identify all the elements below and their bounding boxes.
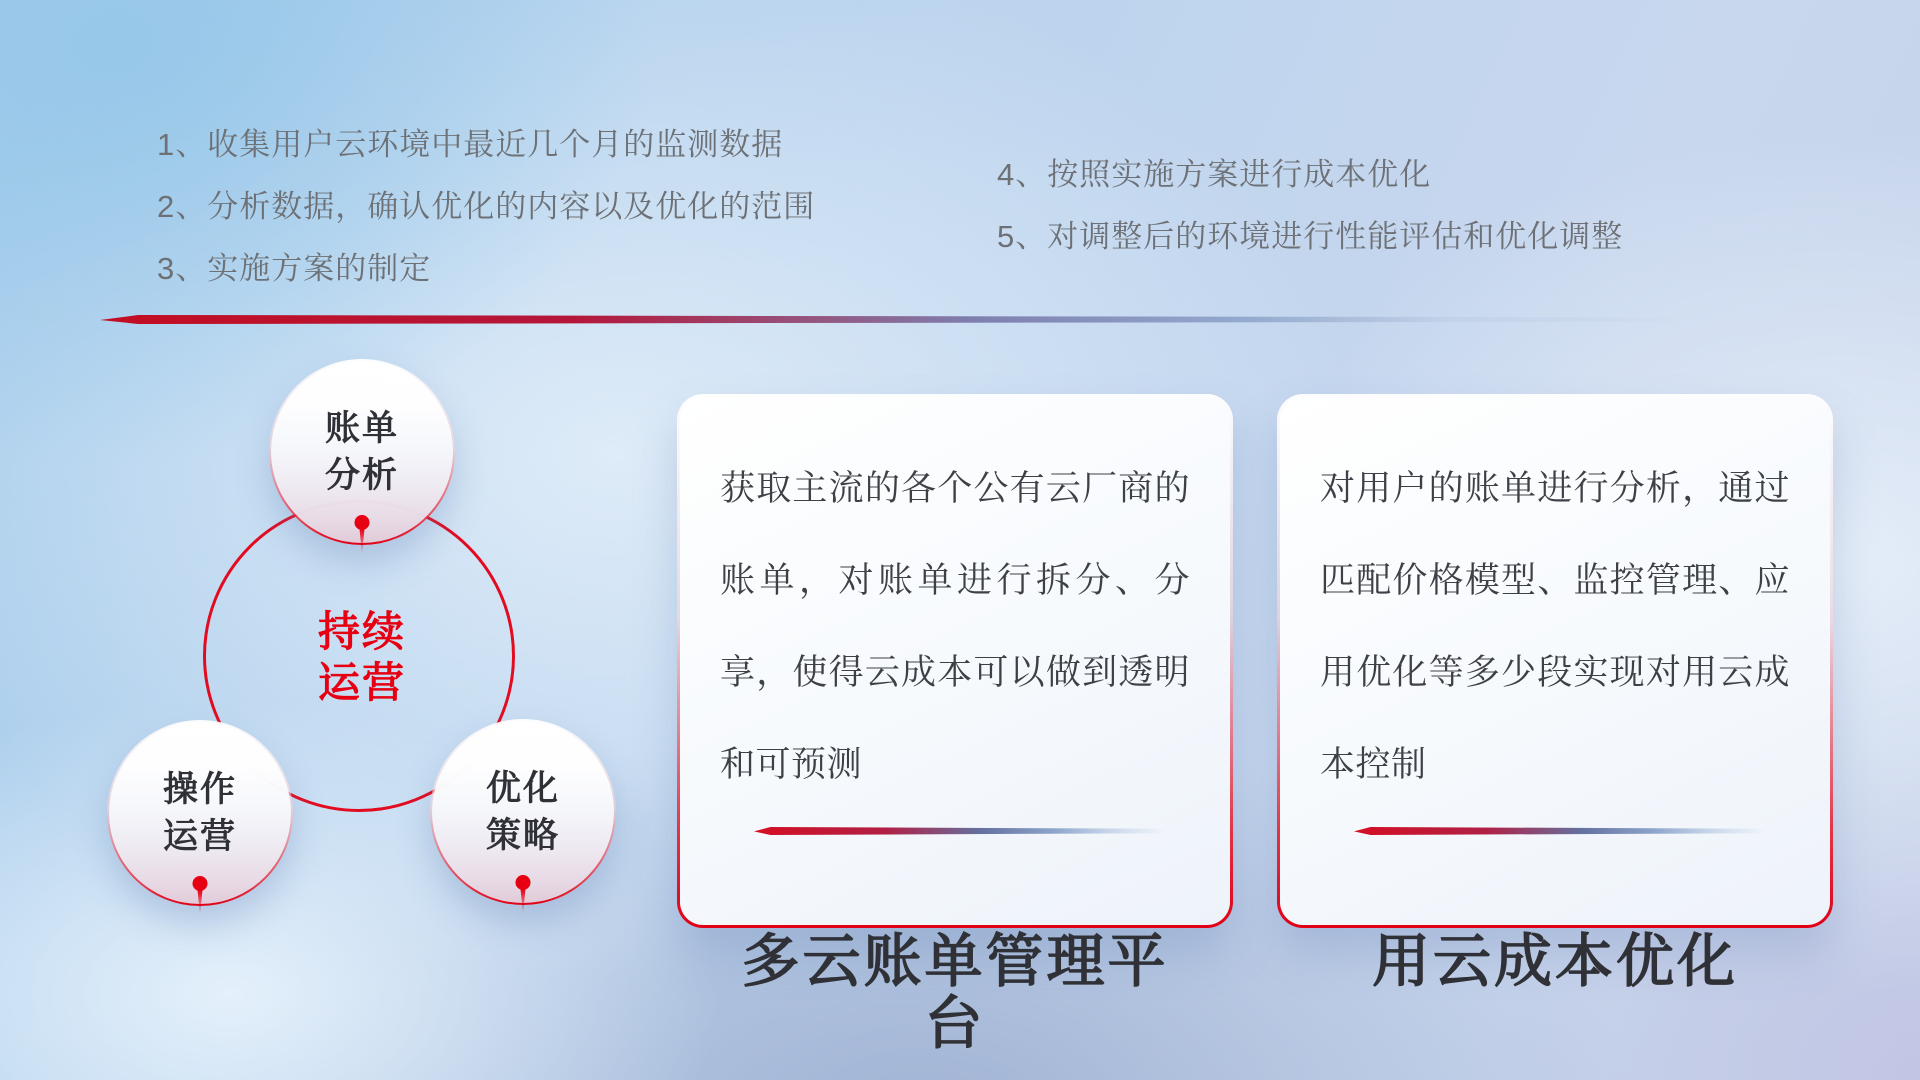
pin-tail-icon: [360, 529, 365, 554]
card-cost-optimization: [1277, 394, 1833, 994]
pin-dot-icon: [355, 515, 370, 530]
bubble-optimization-strategy: [430, 719, 616, 905]
card-accent-line: [1354, 827, 1766, 835]
pin-marker-bottom-right: [516, 875, 531, 914]
pin-tail-icon: [521, 889, 526, 914]
step-item-2: 2、分析数据，确认优化的内容以及优化的范围: [157, 189, 816, 224]
card-multicloud-billing: [677, 394, 1233, 1056]
card-cost-optimization-title: 用云成本优化: [1371, 929, 1738, 994]
step-item-5: 5、对调整后的环境进行性能评估和优化调整: [997, 219, 1624, 254]
steps-list-right: [997, 144, 1623, 268]
cycle-center-label: 持续 运营: [317, 608, 406, 706]
card-cost-optimization-face: [1280, 397, 1830, 994]
bubble-operation-label: 操作 运营: [162, 770, 237, 856]
card-multicloud-billing-body: 获取主流的各个公有云厂商的账单，对账单进行拆分、分享，使得云成本可以做到透明和可预测: [720, 469, 1190, 784]
card-cost-optimization-body: 对用户的账单进行分析，通过匹配价格模型、监控管理、应用优化等多少段实现对用云成本控制: [1320, 469, 1790, 784]
pin-marker-bottom-left: [193, 876, 208, 915]
step-item-1: 1、收集用户云环境中最近几个月的监测数据: [157, 127, 784, 162]
bubble-bill-analysis-label: 账单 分析: [324, 409, 399, 495]
top-divider-line: [100, 315, 1688, 324]
bubble-optimization-strategy-label: 优化 策略: [485, 769, 560, 855]
steps-list-left: [157, 114, 815, 300]
bubble-operation: [107, 720, 293, 906]
step-item-4: 4、按照实施方案进行成本优化: [997, 157, 1432, 192]
pin-dot-icon: [516, 875, 531, 890]
bubble-bill-analysis: [269, 359, 455, 545]
card-accent-line: [754, 827, 1166, 835]
pin-tail-icon: [198, 890, 203, 915]
step-item-3: 3、实施方案的制定: [157, 251, 432, 286]
pin-dot-icon: [193, 876, 208, 891]
pin-marker-top: [355, 515, 370, 554]
card-multicloud-billing-face: [680, 397, 1230, 1056]
card-multicloud-billing-title: 多云账单管理平台: [741, 929, 1169, 1056]
